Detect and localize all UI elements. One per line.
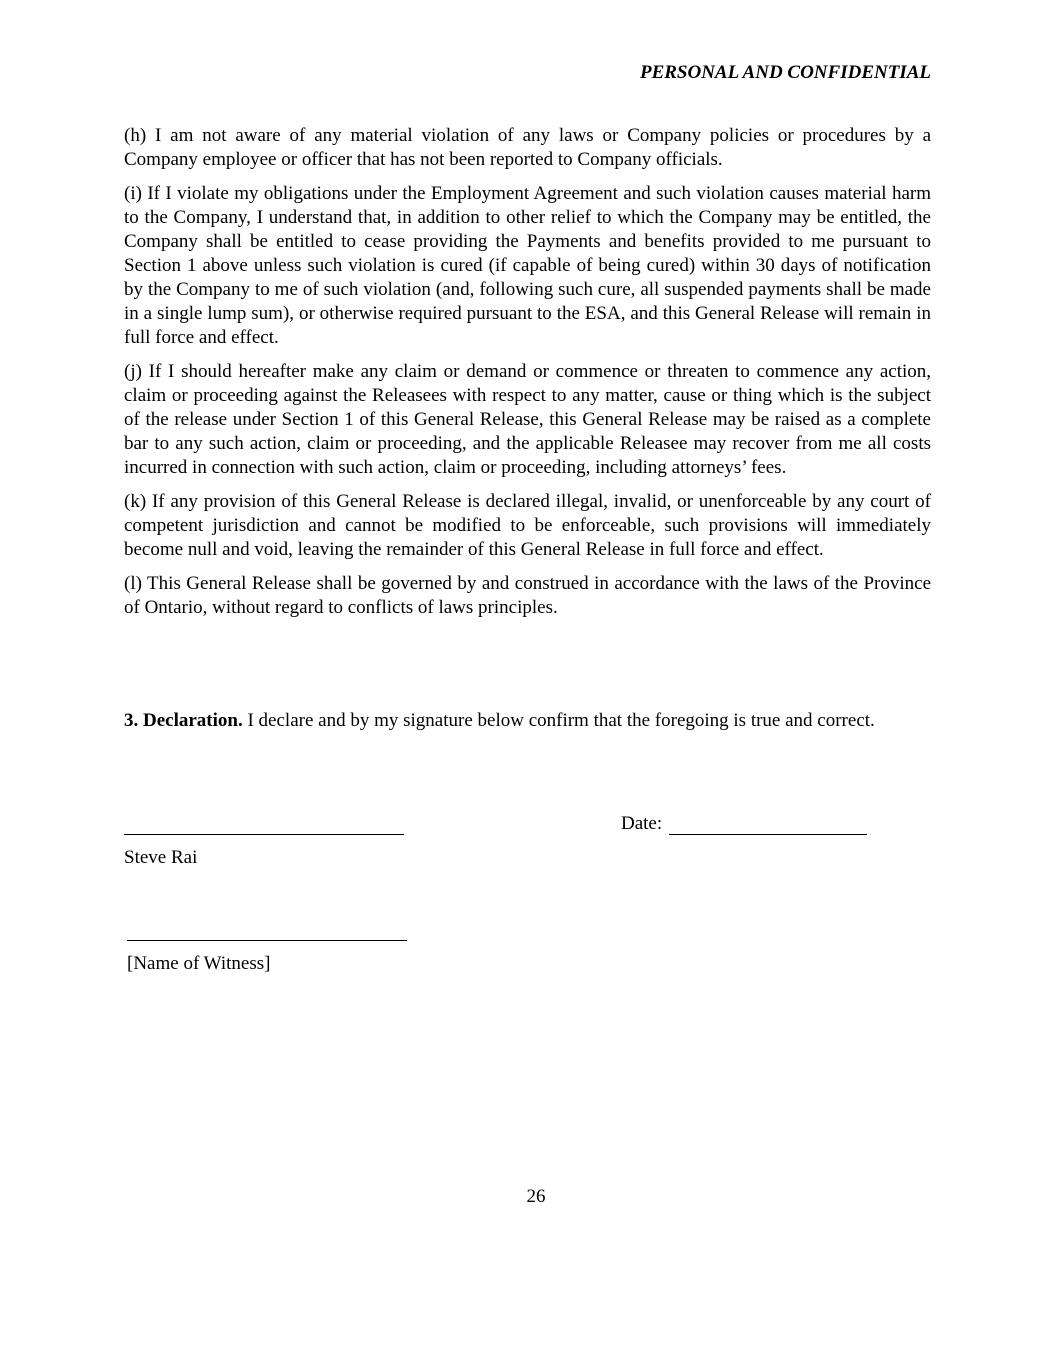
paragraph-i: (i) If I violate my obligations under the Employment Agreement and such violation causes material harm to the Company, I understand that, in addition to other relief to which the Company may be entitled, the Company shall be entitled to cease providing the Payments and benefits provided to me pursuant to Section 1 above unless such violation is cured (if capable of being cured) within 30 days of notification by the Company to me of such violation (and, following such cure, all suspended payments shall be made in a single lump sum), or otherwise required pursuant to the ESA, and this General Release will remain in full force and effect. [124,183,931,348]
signer-name: Steve Rai [124,847,198,868]
declaration-heading: 3. Declaration. [124,710,243,731]
date-label: Date: [621,813,663,834]
paragraph-l: (l) This General Release shall be governed by and construed in accordance with the laws of the Province of Ontario, without regard to conflicts of laws principles. [124,573,931,618]
page-number: 26 [526,1186,546,1207]
confidential-header: PERSONAL AND CONFIDENTIAL [639,62,931,83]
date-line [669,834,867,835]
signer-signature-line [124,834,404,835]
paragraph-k: (k) If any provision of this General Release is declared illegal, invalid, or unenforceable by any court of competent jurisdiction and cannot be modified to be enforceable, such provisions will immediately become null and void, leaving the remainder of this General Release in full force and effect. [124,491,931,560]
paragraph-j: (j) If I should hereafter make any claim or demand or commence or threaten to commence any action, claim or proceeding against the Releasees with respect to any matter, cause or thing which is the subject of the release under Section 1 of this General Release, this General Release may be raised as a complete bar to any such action, claim or proceeding, and the applicable Releasee may recover from me all costs incurred in connection with such action, claim or proceeding, including attorneys’ fees. [124,361,931,478]
release-terms [124,124,931,630]
declaration-section [124,709,931,733]
witness-name: [Name of Witness] [127,953,271,974]
declaration-text: I declare and by my signature below confirm that the foregoing is true and correct. [242,710,875,731]
paragraph-h: (h) I am not aware of any material violation of any laws or Company policies or procedures by a Company employee or officer that has not been reported to Company officials. [124,125,931,170]
witness-signature-line [127,940,407,941]
